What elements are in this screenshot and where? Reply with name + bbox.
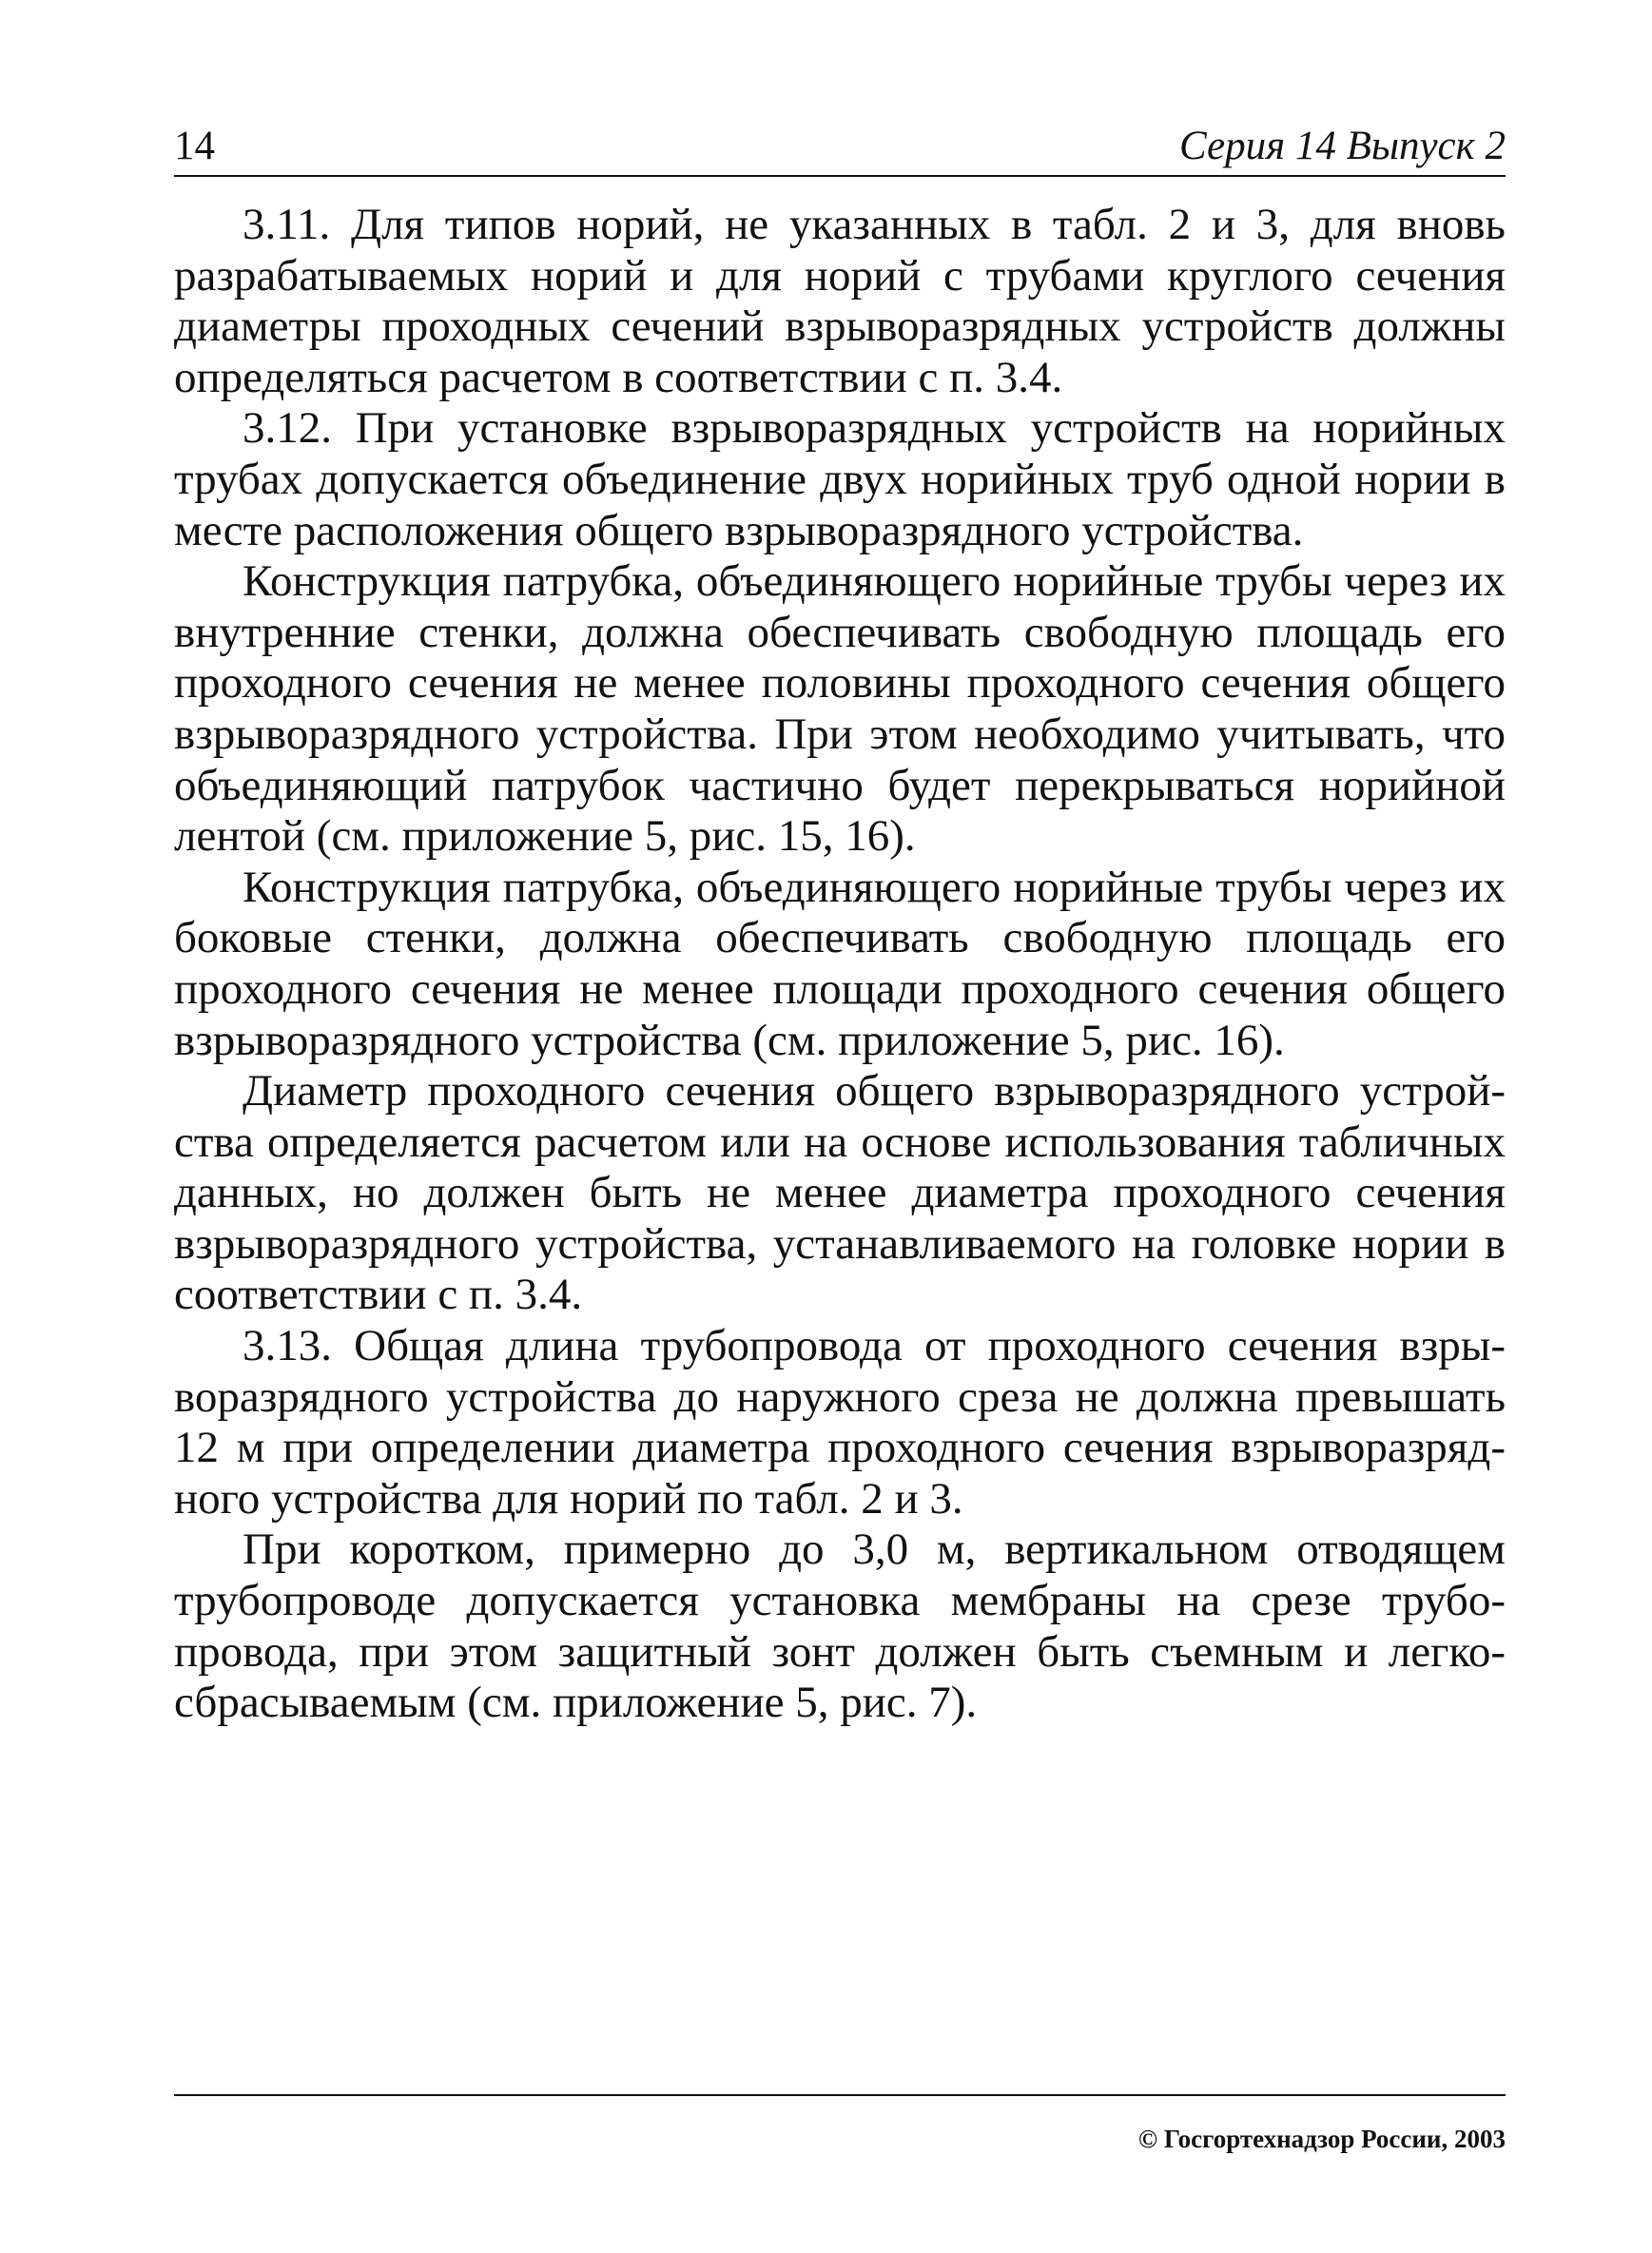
paragraph-inner-walls: Конструкция патрубка, объединяющего норийные трубы через их внутренние стенки, должна обеспечивать свободную площадь его проходного сечения не менее половины проходного сечения общего взрыворазрядного устройства. При этом необходимо учитывать, что объединяющий патрубок частично будет перекрываться норийной лентой (см. приложение 5, рис. 15, 16). xyxy=(174,556,1506,862)
copyright-notice: © Госгортехнадзор России, 2003 xyxy=(1137,2125,1506,2153)
paragraph-short-pipeline: При коротком, примерно до 3,0 м, вертикальном отводящем трубопроводе допускается установка мембраны на срезе трубопровода, при этом защитный зонт должен быть съемным и легкосбрасываемым (см. приложение 5, рис. 7). xyxy=(174,1525,1506,1728)
header-rule xyxy=(174,175,1506,177)
paragraph-diameter: Диаметр проходного сечения общего взрыворазрядного устройства определяется расчетом или на основе использования табличных данных, но должен быть не менее диаметра проходного сечения взрыворазрядного устройства, устанавливаемого на головке нории в соответствии с п. 3.4. xyxy=(174,1066,1506,1320)
series-title: Серия 14 Выпуск 2 xyxy=(1179,124,1506,168)
paragraph-3-11: 3.11. Для типов норий, не указанных в табл. 2 и 3, для вновь разрабатываемых норий и для норий с трубами круглого сечения диаметры проходных сечений взрыворазрядных устройств должны определяться расчетом в соответствии с п. 3.4. xyxy=(174,200,1506,402)
running-header xyxy=(174,122,1506,179)
page-number: 14 xyxy=(174,124,215,168)
paragraph-3-13: 3.13. Общая длина трубопровода от проходного сечения взрыворазрядного устройства до наружного среза не должна превышать 12 м при определении диаметра проходного сечения взрыворазрядного устройства для норий по табл. 2 и 3. xyxy=(174,1321,1506,1524)
body-text xyxy=(174,200,1506,1729)
paragraph-side-walls: Конструкция патрубка, объединяющего норийные трубы через их боковые стенки, должна обеспечивать свободную площадь его проходного сечения не менее площади проходного сечения общего взрыворазрядного устройства (см. приложение 5, рис. 16). xyxy=(174,862,1506,1065)
paragraph-3-12: 3.12. При установке взрыворазрядных устройств на норийных трубах допускается объединение двух норийных труб одной нории в месте расположения общего взрыворазрядного устройства. xyxy=(174,403,1506,555)
footer-rule xyxy=(174,2094,1506,2096)
